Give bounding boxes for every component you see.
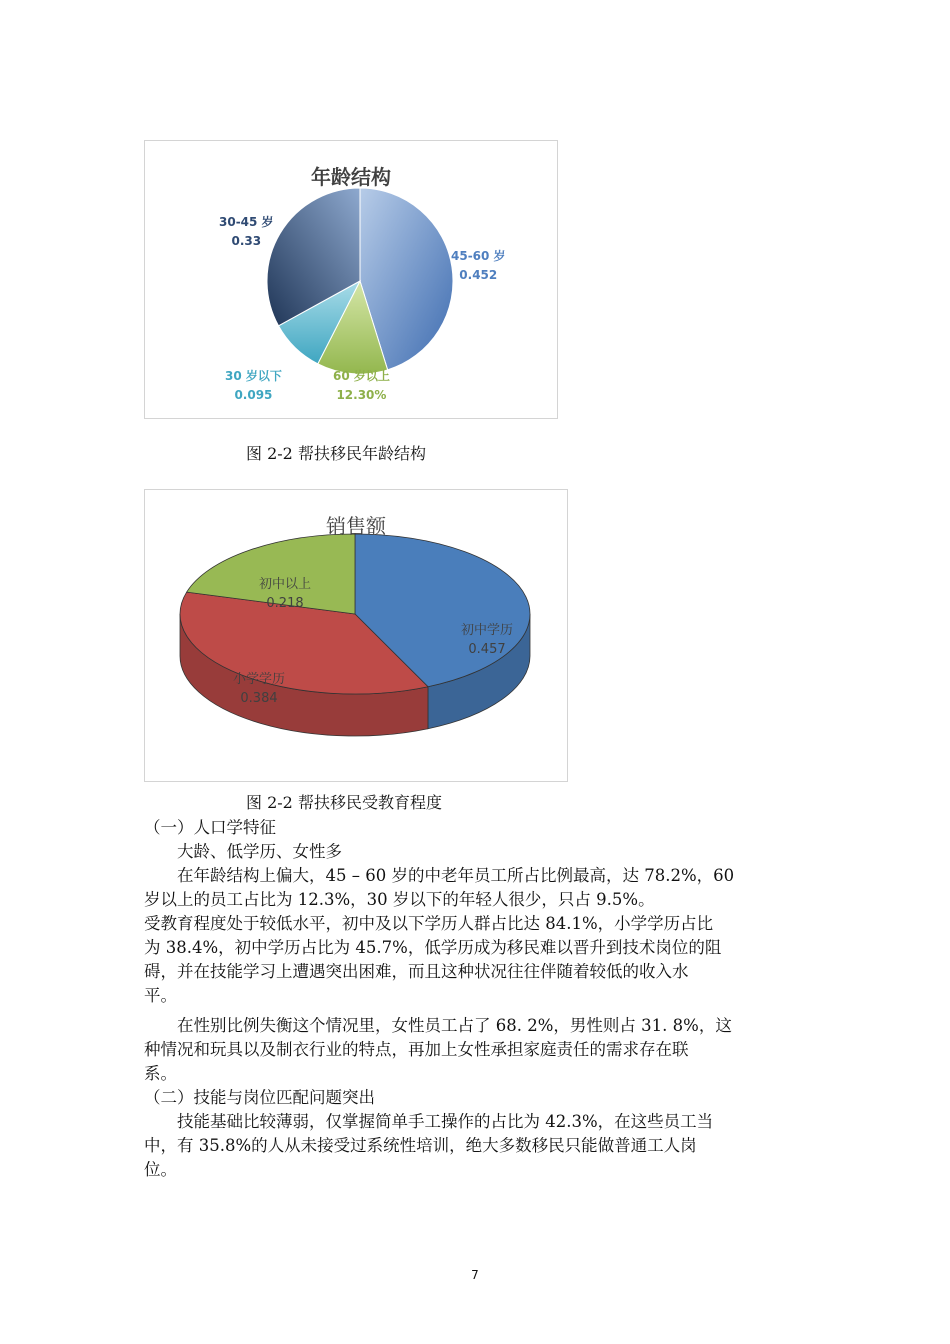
paragraph-line: 位。	[144, 1160, 177, 1179]
section-heading-1: （一）人口学特征	[144, 818, 276, 837]
page-number: 7	[471, 1268, 479, 1282]
paragraph-line: 平。	[144, 986, 177, 1005]
paragraph-line: 技能基础比较薄弱，仅掌握简单手工操作的占比为 42.3%，在这些员工当	[177, 1112, 714, 1131]
age-structure-chart	[144, 140, 558, 419]
label-primary: 小学学历 0.384	[233, 672, 286, 706]
age-chart-title: 年龄结构	[311, 165, 391, 189]
education-chart-title: 销售额	[326, 514, 386, 538]
paragraph-line: 为 38.4%，初中学历占比为 45.7%，低学历成为移民难以晋升到技术岗位的阻	[144, 938, 722, 957]
subheading: 大龄、低学历、女性多	[177, 842, 342, 861]
paragraph-line: 在年龄结构上偏大，45 – 60 岁的中老年员工所占比例最高，达 78.2%，60	[177, 866, 735, 885]
paragraph-line: 受教育程度处于较低水平，初中及以下学历人群占比达 84.1%，小学学历占比	[144, 914, 714, 933]
section-heading-2: （二）技能与岗位匹配问题突出	[144, 1088, 375, 1107]
education-chart	[144, 489, 568, 782]
label-30-45: 30-45 岁 0.33	[219, 215, 274, 248]
figure-caption-age: 图 2-2 帮扶移民年龄结构	[246, 444, 426, 463]
paragraph-line: 中，有 35.8%的人从未接受过系统性培训，绝大多数移民只能做普通工人岗	[144, 1136, 697, 1155]
label-above-junior: 初中以上 0.218	[259, 577, 312, 611]
paragraph-line: 种情况和玩具以及制衣行业的特点，再加上女性承担家庭责任的需求存在联	[144, 1040, 689, 1059]
paragraph-line: 系。	[144, 1064, 177, 1083]
paragraph-line: 在性别比例失衡这个情况里，女性员工占了 68. 2%，男性则占 31. 8%，这	[177, 1016, 732, 1035]
label-60-plus: 60 岁以上 12.30%	[333, 369, 390, 402]
label-under-30: 30 岁以下 0.095	[225, 369, 282, 402]
paragraph-line: 岁以上的员工占比为 12.3%，30 岁以下的年轻人很少，只占 9.5%。	[144, 890, 655, 909]
label-45-60: 45-60 岁 0.452	[451, 249, 506, 282]
label-junior-high: 初中学历 0.457	[461, 623, 514, 657]
figure-caption-education: 图 2-2 帮扶移民受教育程度	[246, 793, 442, 812]
paragraph-line: 碍，并在技能学习上遭遇突出困难，而且这种状况往往伴随着较低的收入水	[144, 962, 689, 981]
